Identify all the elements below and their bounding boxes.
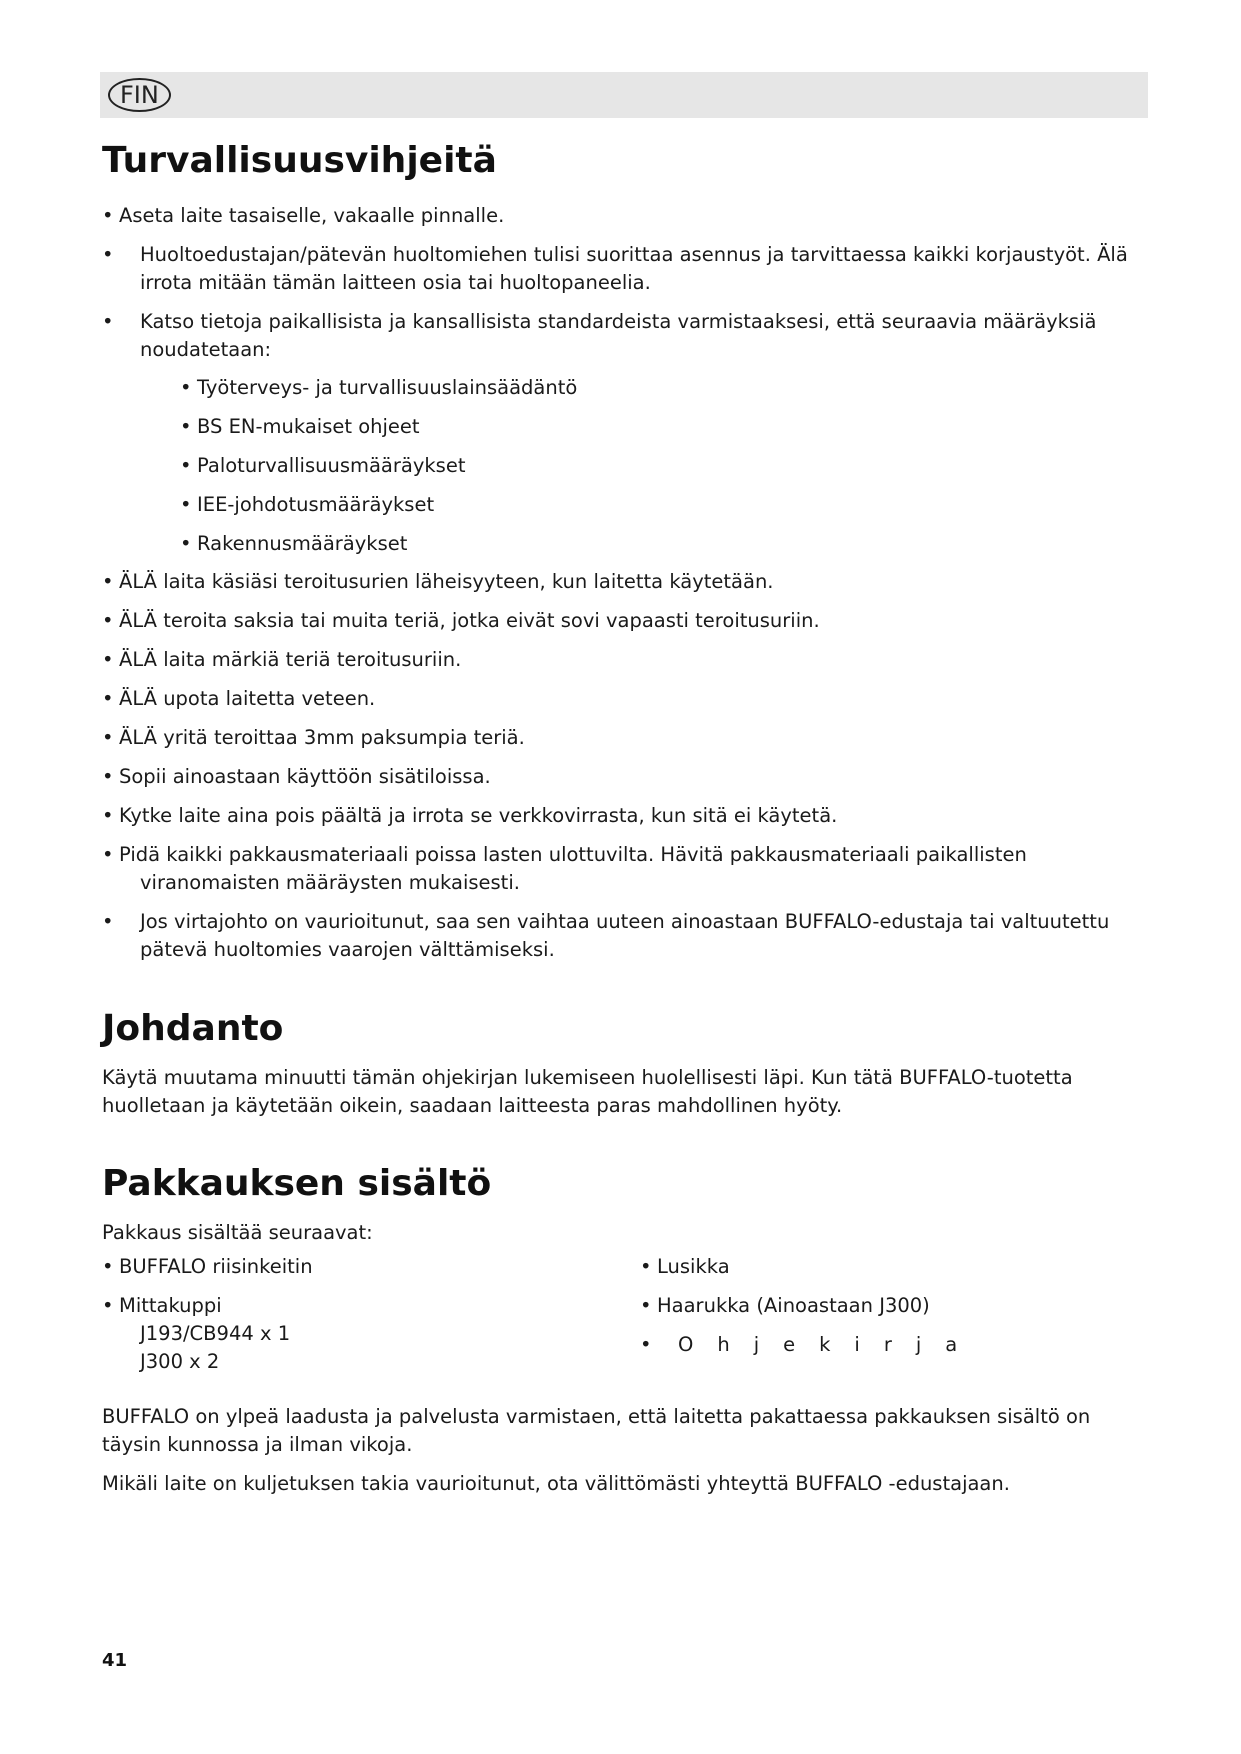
package-lead: Pakkaus sisältää seuraavat:: [102, 1221, 373, 1244]
package-item: • Ohjekirja: [640, 1331, 1140, 1359]
quality-text: BUFFALO on ylpeä laadusta ja palvelusta varmistaen, että laitetta pakattaessa pakkauksen sisältö on täysin kunnossa ja ilman vikoja.: [102, 1405, 1091, 1456]
package-item: • Haarukka (Ainoastaan J300): [640, 1292, 1140, 1320]
safety-item: • Pidä kaikki pakkausmateriaali poissa lasten ulottuvilta. Hävitä pakkausmateriaali paikallisten viranomaisten määräysten mukaisesti.: [102, 841, 1147, 897]
safety-item: • Sopii ainoastaan käyttöön sisätiloissa.: [102, 763, 1147, 791]
damage-text: Mikäli laite on kuljetuksen takia vaurioitunut, ota välittömästi yhteyttä BUFFALO -edustajaan.: [102, 1472, 1010, 1495]
package-item: • Lusikka: [640, 1253, 1140, 1281]
measuring-cup-variant: J193/CB944 x 1: [140, 1322, 291, 1345]
page-number: 41: [102, 1650, 128, 1671]
safety-item: • ÄLÄ yritä teroittaa 3mm paksumpia teriä.: [102, 724, 1147, 752]
safety-item: • ÄLÄ laita käsiäsi teroitusurien läheisyyteen, kun laitetta käytetään.: [102, 568, 1147, 596]
regulation-item: • Paloturvallisuusmääräykset: [102, 452, 1147, 480]
safety-item: • Katso tietoja paikallisista ja kansallisista standardeista varmistaaksesi, että seuraavia määräyksiä noudatetaan:: [102, 308, 1147, 364]
safety-item: • ÄLÄ upota laitetta veteen.: [102, 685, 1147, 713]
language-badge: FIN: [108, 78, 171, 112]
safety-item: • Jos virtajohto on vaurioitunut, saa sen vaihtaa uuteen ainoastaan BUFFALO-edustaja tai valtuutettu pätevä huoltomies vaarojen välttämiseksi.: [102, 908, 1147, 964]
safety-item: • Huoltoedustajan/pätevän huoltomiehen tulisi suorittaa asennus ja tarvittaessa kaikki korjaustyöt. Älä irrota mitään tämän laitteen osia tai huoltopaneelia.: [102, 241, 1147, 297]
language-header-bar: [100, 72, 1148, 118]
package-item: • Mittakuppi J193/CB944 x 1 J300 x 2: [102, 1292, 622, 1376]
regulation-item: • Työterveys- ja turvallisuuslainsäädäntö: [102, 374, 1147, 402]
safety-item: • Kytke laite aina pois päältä ja irrota se verkkovirrasta, kun sitä ei käytetä.: [102, 802, 1147, 830]
package-section-title: Pakkauksen sisältö: [102, 1163, 492, 1204]
safety-item: • ÄLÄ laita märkiä teriä teroitusuriin.: [102, 646, 1147, 674]
safety-section-title: Turvallisuusvihjeitä: [102, 140, 497, 181]
measuring-cup-variant: J300 x 2: [140, 1350, 220, 1373]
safety-list-bottom: [102, 568, 1147, 975]
regulation-item: • Rakennusmääräykset: [102, 530, 1147, 558]
safety-item: • Aseta laite tasaiselle, vakaalle pinnalle.: [102, 202, 1147, 230]
regulations-list: [102, 374, 1147, 569]
package-item: • BUFFALO riisinkeitin: [102, 1253, 622, 1281]
regulation-item: • IEE-johdotusmääräykset: [102, 491, 1147, 519]
package-list-left: [102, 1253, 622, 1387]
intro-text: Käytä muutama minuutti tämän ohjekirjan lukemiseen huolellisesti läpi. Kun tätä BUFFALO-tuotetta huolletaan ja käytetään oikein, saadaan laitteesta paras mahdollinen hyöty.: [102, 1066, 1073, 1117]
package-list-right: [640, 1253, 1140, 1370]
safety-item: • ÄLÄ teroita saksia tai muita teriä, jotka eivät sovi vapaasti teroitusuriin.: [102, 607, 1147, 635]
intro-section-title: Johdanto: [102, 1008, 284, 1049]
regulation-item: • BS EN-mukaiset ohjeet: [102, 413, 1147, 441]
safety-list-top: [102, 202, 1147, 375]
